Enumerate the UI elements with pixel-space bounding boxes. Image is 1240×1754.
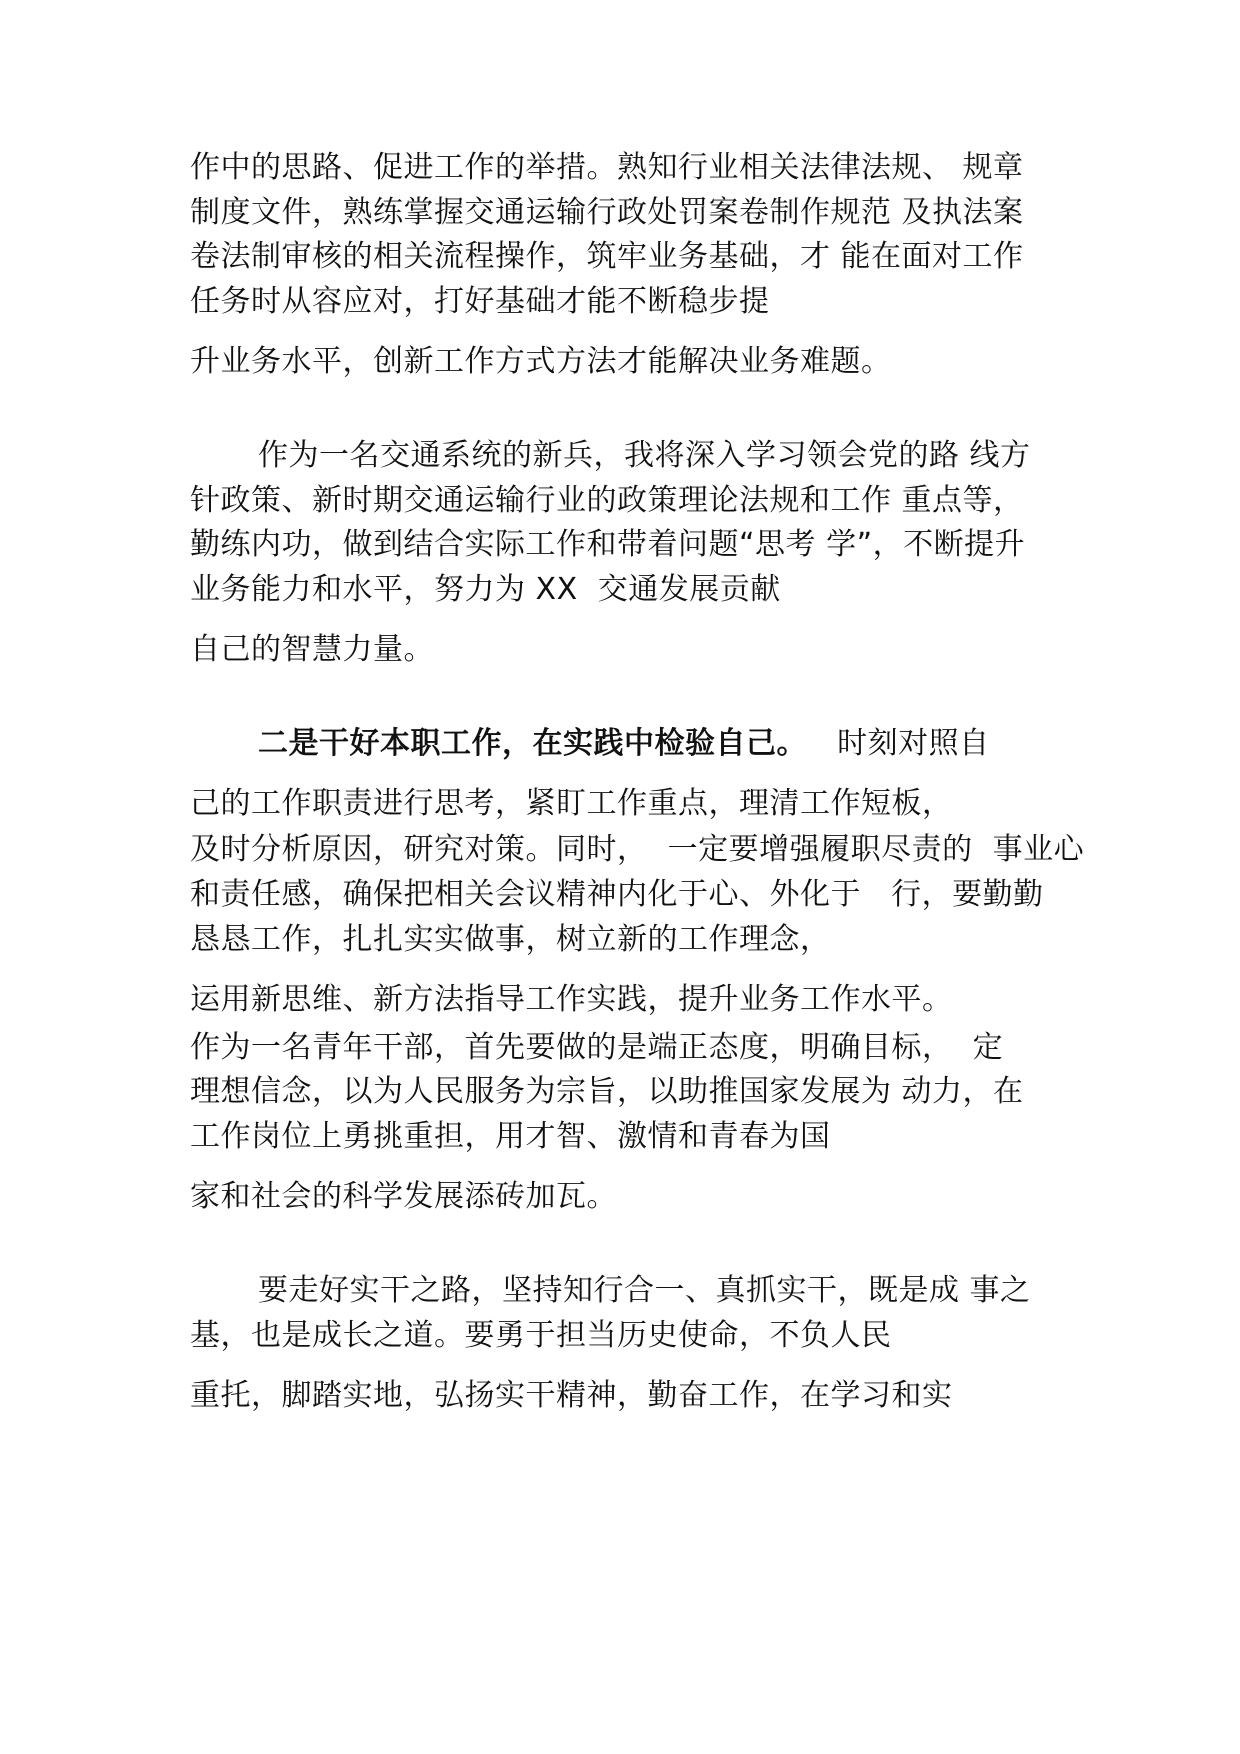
body-text-line: 勤练内功，做到结合实际工作和带着问题“思考 学”，不断提升 (190, 527, 1026, 562)
body-text-line: 作为一名交通系统的新兵，我将深入学习领会党的路 线方 (258, 438, 1031, 473)
body-text-line: 和责任感，确保把相关会议精神内化于心、外化于 行，要勤勤 (190, 877, 1044, 912)
body-text-line: 恳恳工作，扎扎实实做事，树立新的工作理念， (190, 922, 831, 957)
body-text-line: 业务能力和水平，努力为 XX 交通发展贡献 (190, 572, 781, 607)
heading-bold-text: 二是干好本职工作，在实践中检验自己。 (258, 726, 807, 761)
body-text-line: 任务时从容应对，打好基础才能不断稳步提 (190, 284, 770, 319)
heading-continuation-text: 时刻对照自 (807, 726, 990, 761)
body-text-line: 基，也是成长之道。要勇于担当历史使命，不负人民 (190, 1318, 892, 1353)
body-text-line: 理想信念，以为人民服务为宗旨，以助推国家发展为 动力，在 (190, 1074, 1024, 1109)
body-text-line: 及时分析原因，研究对策。同时， 一定要增强履职尽责的 事业心 (190, 832, 1085, 867)
body-text-line: 自己的智慧力量。 (190, 632, 434, 667)
body-text-line: 重托，脚踏实地，弘扬实干精神，勤奋工作，在学习和实 (190, 1378, 953, 1413)
body-text-line: 要走好实干之路，坚持知行合一、真抓实干，既是成 事之 (258, 1273, 1031, 1308)
body-text-line: 己的工作职责进行思考，紧盯工作重点，理清工作短板， (190, 786, 953, 821)
body-text-line: 针政策、新时期交通运输行业的政策理论法规和工作 重点等， (190, 483, 1024, 518)
body-text-line: 卷法制审核的相关流程操作，筑牢业务基础，才 能在面对工作 (190, 239, 1024, 274)
body-text-line: 作为一名青年干部，首先要做的是端正态度，明确目标， 定 (190, 1030, 1004, 1065)
body-text-line: 升业务水平，创新工作方式方法才能解决业务难题。 (190, 344, 892, 379)
body-text-line: 运用新思维、新方法指导工作实践，提升业务工作水平。 (190, 982, 953, 1017)
body-text-line: 工作岗位上勇挑重担，用才智、激情和青春为国 (190, 1119, 831, 1154)
body-text-line: 作中的思路、促进工作的举措。熟知行业相关法律法规、 规章 (190, 150, 1024, 185)
section-heading (258, 724, 990, 764)
body-text-line: 家和社会的科学发展添砖加瓦。 (190, 1179, 617, 1214)
body-text-line: 制度文件，熟练掌握交通运输行政处罚案卷制作规范 及执法案 (190, 195, 1024, 230)
